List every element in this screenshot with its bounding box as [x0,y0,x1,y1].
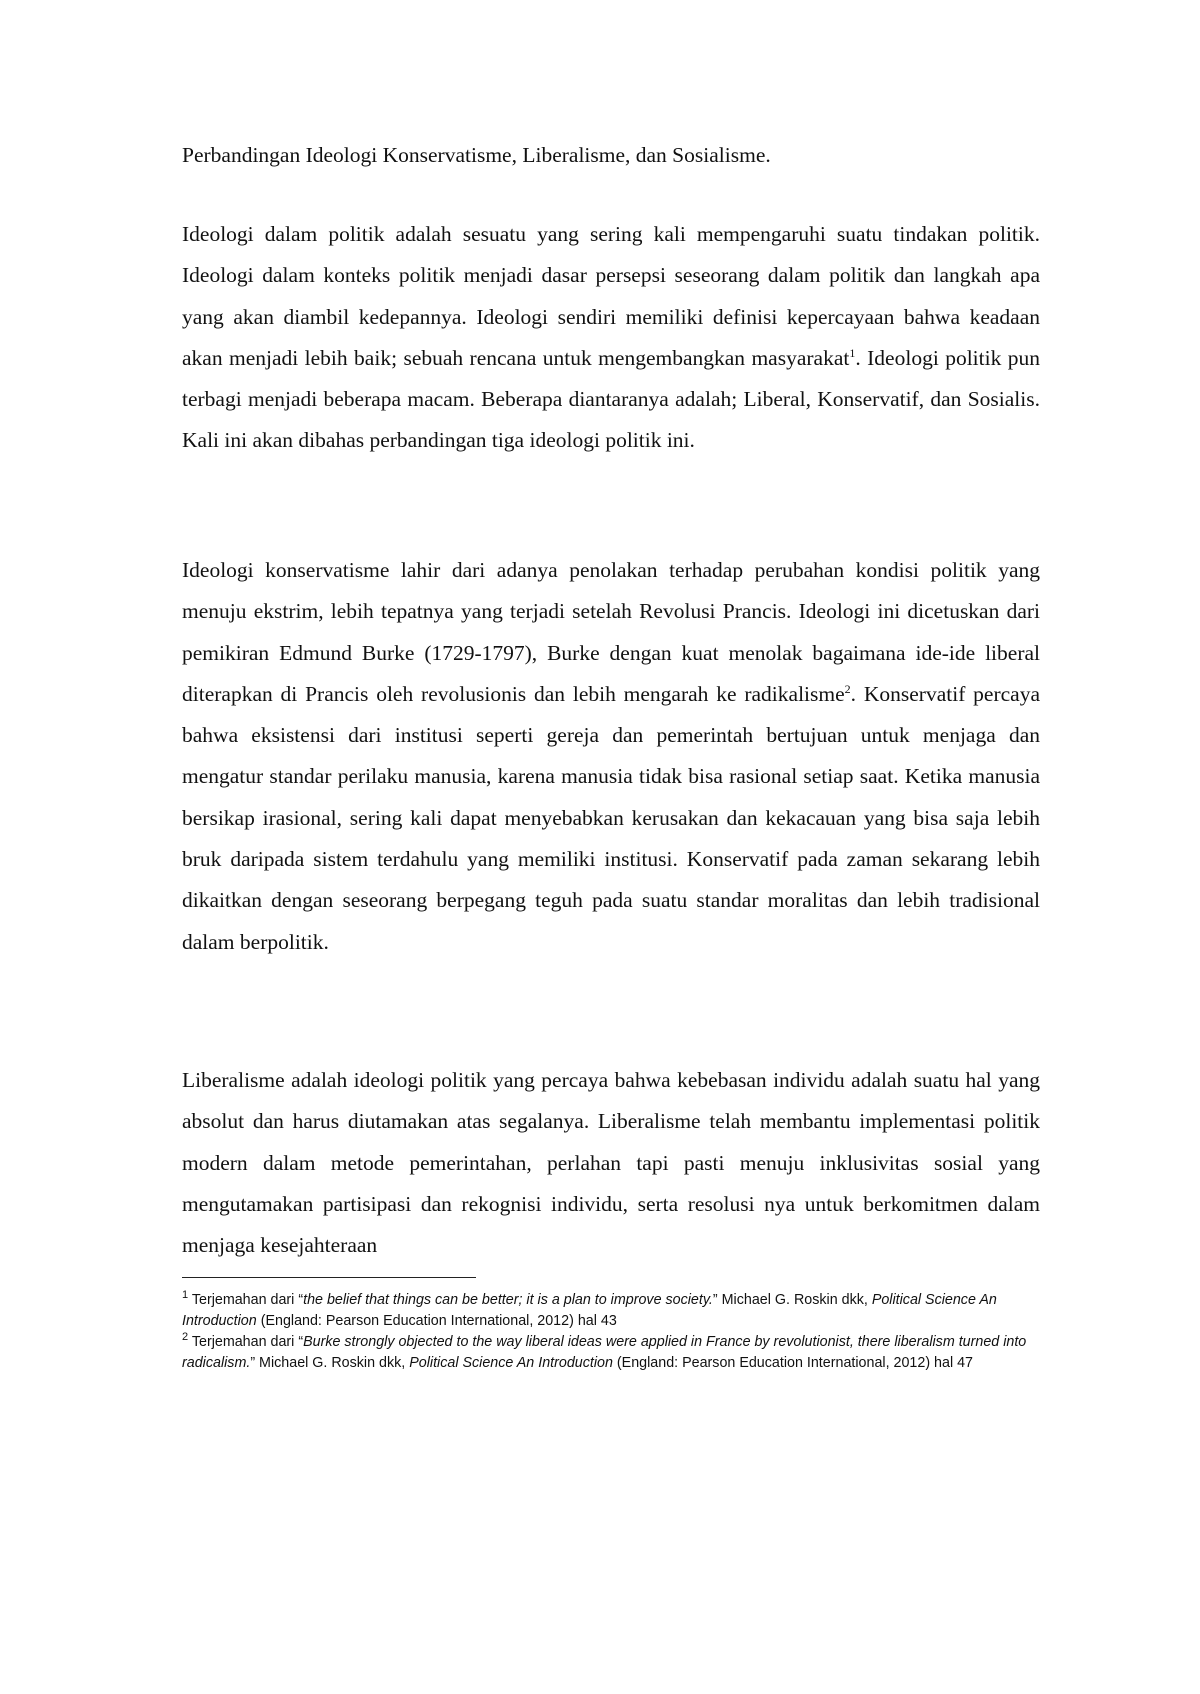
footnote-reference-2[interactable]: 2 [844,681,851,696]
paragraph-konservatisme [182,550,1040,963]
footnote-book-title: Political Science An Introduction [182,1292,997,1329]
footnote-text: ” Michael G. Roskin dkk, [250,1355,410,1371]
footnote-2 [182,1332,1042,1374]
paragraph-text: Ideologi dalam politik adalah sesuatu yang sering kali mempengaruhi suatu tindakan politik. Ideologi dalam konteks politik menjadi dasar persepsi seseorang dalam politik dan langkah apa yang akan diambil kedepannya. Ideologi sendiri memiliki definisi kepercayaan bahwa keadaan akan menjadi lebih baik; sebuah rencana untuk mengembangkan masyarakat [182,222,1040,370]
footnote-quote: the belief that things can be better; it is a plan to improve society. [303,1292,713,1308]
document-title: Perbandingan Ideologi Konservatisme, Liberalisme, dan Sosialisme. [182,143,771,167]
footnote-text: ” Michael G. Roskin dkk, [712,1292,872,1308]
footnote-1 [182,1290,1042,1332]
footnote-number: 2 [182,1331,189,1344]
footnote-reference-1[interactable]: 1 [849,345,856,360]
footnote-separator [182,1277,476,1278]
paragraph-text: Ideologi konservatisme lahir dari adanya penolakan terhadap perubahan kondisi politik yang menuju ekstrim, lebih tepatnya yang terjadi setelah Revolusi Prancis. Ideologi ini dicetuskan dari pemikiran Edmund Burke (1729-1797), Burke dengan kuat menolak bagaimana ide-ide liberal diterapkan di Prancis oleh revolusionis dan lebih mengarah ke radikalisme [182,558,1040,706]
footnote-text: Terjemahan dari “ [188,1292,304,1308]
footnotes [182,1290,1042,1374]
footnote-number: 1 [182,1289,189,1302]
footnote-text: (England: Pearson Education International, 2012) hal 43 [256,1313,617,1329]
footnote-book-title: Political Science An Introduction [409,1355,613,1371]
footnote-text: Terjemahan dari “ [188,1334,304,1350]
footnote-text: (England: Pearson Education International, 2012) hal 47 [612,1355,974,1371]
footnote-quote: Burke strongly objected to the way liberal ideas were applied in France by revolutionist, there liberalism turned into radicalism. [182,1334,1027,1371]
paragraph-text: Liberalisme adalah ideologi politik yang percaya bahwa kebebasan individu adalah suatu hal yang absolut dan harus diutamakan atas segalanya. Liberalisme telah membantu implementasi politik modern dalam metode pemerintahan, perlahan tapi pasti menuju inklusivitas sosial yang mengutamakan partisipasi dan rekognisi individu, serta resolusi nya untuk berkomitmen dalam menjaga kesejahteraan [182,1068,1040,1258]
paragraph-text: . Konservatif percaya bahwa eksistensi dari institusi seperti gereja dan pemerintah bertujuan untuk menjaga dan mengatur standar perilaku manusia, karena manusia tidak bisa rasional setiap saat. Ketika manusia bersikap irasional, sering kali dapat menyebabkan kerusakan dan kekacauan yang bisa saja lebih bruk daripada sistem terdahulu yang memiliki institusi. Konservatif pada zaman sekarang lebih dikaitkan dengan seseorang berpegang teguh pada suatu standar moralitas dan lebih tradisional dalam berpolitik. [182,681,1040,954]
paragraph-ideologi-intro [182,214,1040,462]
paragraph-text: . Ideologi politik pun terbagi menjadi beberapa macam. Beberapa diantaranya adalah; Liberal, Konservatif, dan Sosialis. Kali ini akan dibahas perbandingan tiga ideologi politik ini. [182,345,1041,453]
paragraph-liberalisme [182,1060,1040,1266]
